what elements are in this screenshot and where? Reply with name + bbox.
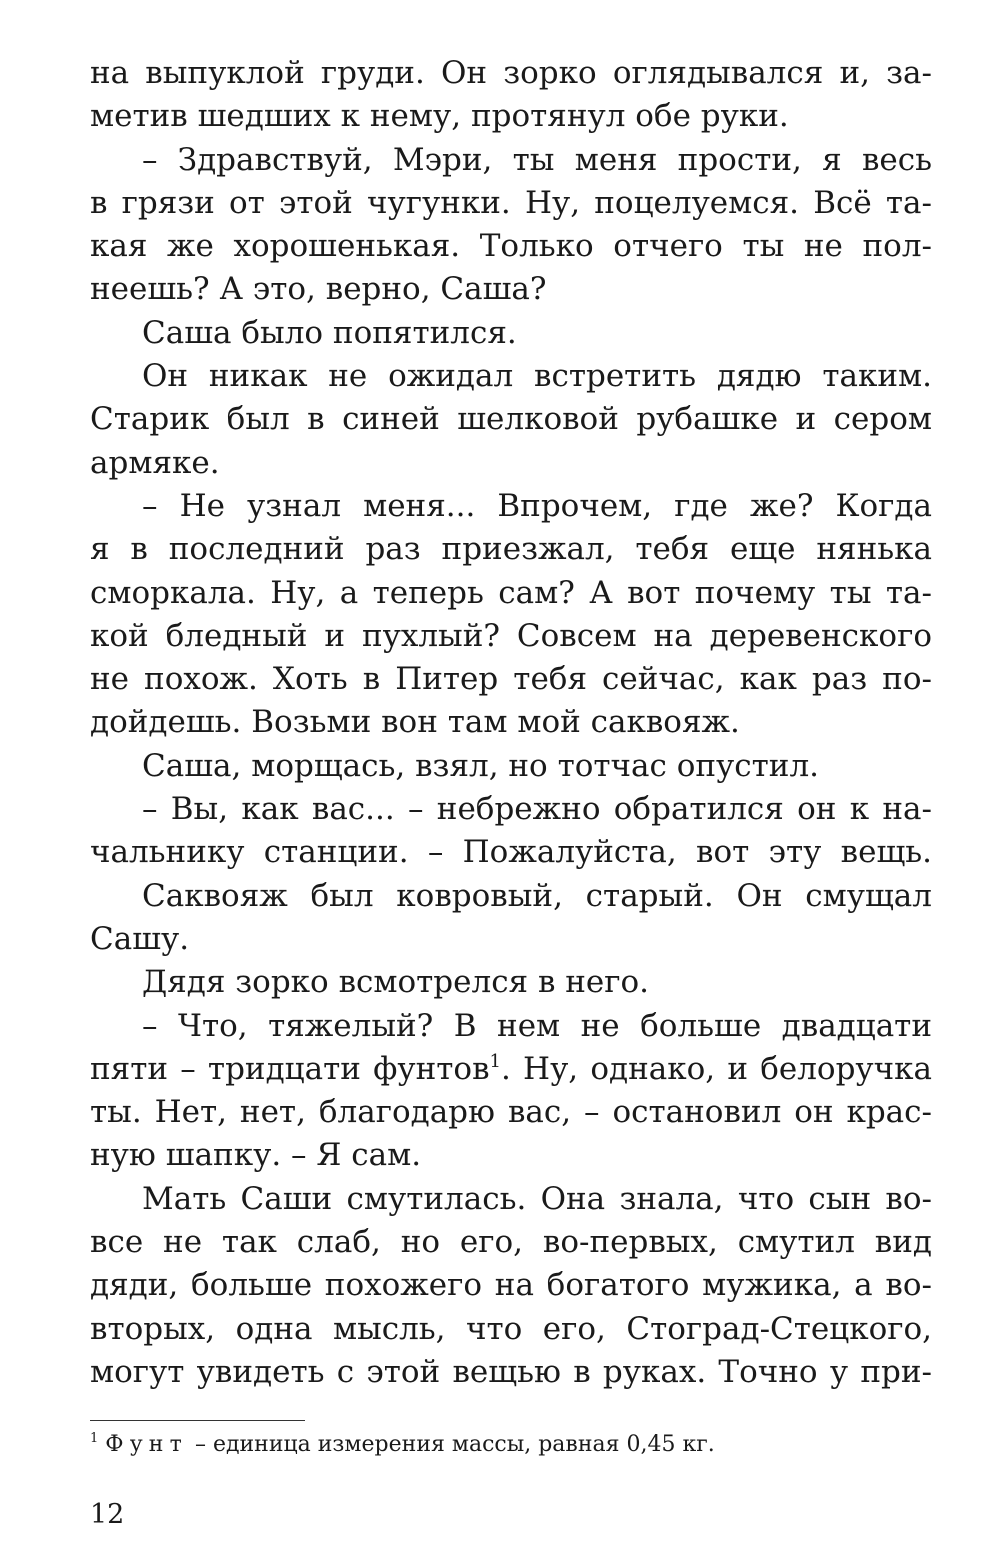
text-line [90,1134,932,1177]
text-line [90,615,932,658]
text-line [90,312,932,355]
text-line [90,139,932,182]
text-line-content: Саквояж был ковровый, старый. Он смущал [142,877,932,914]
text-line [90,658,932,701]
text-line-content: могут увидеть с этой вещью в руках. Точно у при- [90,1353,932,1390]
text-line-content: Дядя зорко всмотрелся в него. [142,964,650,1001]
text-line-content: армяке. [90,444,220,481]
text-line [90,528,932,571]
text-line-content: дойдешь. Возьми вон там мой саквояж. [90,704,740,741]
text-line [90,398,932,441]
text-line [90,831,932,874]
text-line-content: Мать Саши смутилась. Она знала, что сын во- [142,1180,932,1217]
text-line-continuation: . Ну, однако, и белоручка [500,1050,932,1087]
text-line [90,1005,932,1048]
text-line-content: Он никак не ожидал встретить дядю таким. [142,358,932,395]
text-line-content: кой бледный и пухлый? Совсем на деревенского [90,617,932,654]
text-line [90,1351,932,1394]
text-line [90,875,932,918]
text-line-content: сморкала. Ну, а теперь сам? А вот почему ты та- [90,574,932,611]
footnote-reference: 1 [489,1050,501,1072]
text-line [90,485,932,528]
text-line [90,572,932,615]
text-line-content: ты. Нет, нет, благодарю вас, – остановил он крас- [90,1094,932,1131]
text-line [90,1221,932,1264]
body-text [90,52,932,1394]
footnote-separator [90,1420,305,1421]
text-line-content: неешь? А это, верно, Саша? [90,271,547,308]
text-line [90,95,932,138]
text-line [90,918,932,961]
text-line-content: ную шапку. – Я сам. [90,1137,422,1174]
text-line-content: на выпуклой груди. Он зорко оглядывался и, за- [90,55,932,91]
text-line [90,961,932,1004]
text-line-content: – Что, тяжелый? В нем не больше двадцати [142,1007,932,1044]
text-line [90,745,932,788]
text-line [90,442,932,485]
text-line [90,225,932,268]
text-line-content: Старик был в синей шелковой рубашке и сером [90,401,932,438]
footnote-term: Фунт [105,1432,188,1457]
footnote-mark: 1 [90,1431,99,1446]
text-line-content: не похож. Хоть в Питер тебя сейчас, как раз по- [90,661,932,698]
text-line [90,52,932,95]
text-line-content: Саша было попятился. [142,314,517,351]
text-line [90,1308,932,1351]
text-line-content: дяди, больше похожего на богатого мужика, а во- [90,1267,932,1304]
text-line [90,268,932,311]
text-line-content: кая же хорошенькая. Только отчего ты не пол- [90,228,932,265]
footnote [90,1430,932,1460]
text-line-content: в грязи от этой чугунки. Ну, поцелуемся. Всё та- [90,184,932,221]
text-line [90,701,932,744]
text-line-content: пяти – тридцати фунтов [90,1050,490,1087]
text-line-content: – Не узнал меня... Впрочем, где же? Когда [142,487,932,524]
footnote-text: – единица измерения массы, равная 0,45 кг. [187,1432,715,1457]
text-line [90,1264,932,1307]
text-line-content: все не так слаб, но его, во-первых, смутил вид [90,1224,932,1261]
text-line [90,1091,932,1134]
page-number: 12 [90,1499,125,1530]
text-line [90,1178,932,1221]
text-line-content: Сашу. [90,920,190,957]
text-line [90,788,932,831]
text-line-content: – Вы, как вас... – небрежно обратился он к на- [142,791,932,828]
text-line-content: – Здравствуй, Мэри, ты меня прости, я весь [142,141,932,178]
text-line-content: вторых, одна мысль, что его, Стоград-Стецкого, [90,1310,932,1347]
text-line-content: чальнику станции. – Пожалуйста, вот эту вещь. [90,834,932,871]
text-line [90,182,932,225]
text-line [90,1048,932,1091]
text-line-content: метив шедших к нему, протянул обе руки. [90,98,789,135]
text-line-content: Саша, морщась, взял, но тотчас опустил. [142,747,820,784]
text-line [90,355,932,398]
text-line-content: я в последний раз приезжал, тебя еще нянька [90,531,932,568]
